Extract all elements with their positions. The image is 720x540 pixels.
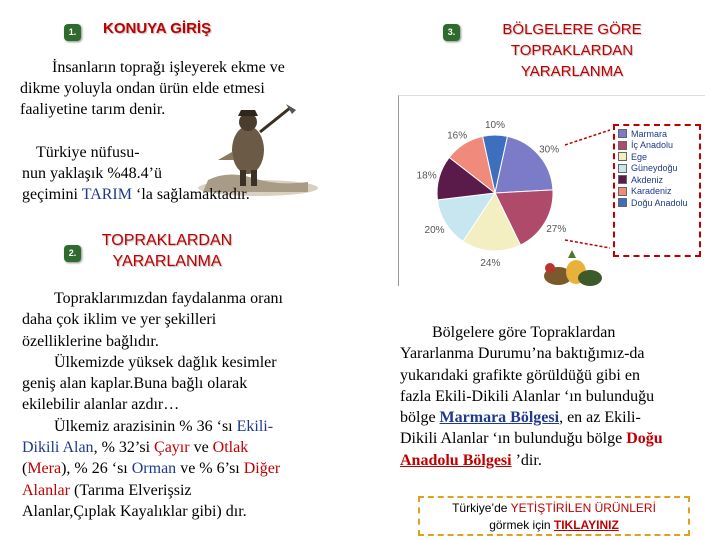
body-text: ( — [22, 460, 28, 478]
pie-label: 27% — [546, 223, 567, 235]
products-link-box[interactable] — [418, 496, 690, 536]
alanlar-highlight: Alanlar — [22, 481, 70, 499]
legend-item — [618, 163, 699, 175]
legend-swatch — [618, 187, 627, 196]
legend-item — [618, 140, 699, 152]
body-text: Ülkemiz arazisinin % 36 ‘sı — [54, 417, 237, 435]
ekili-dikili-highlight: Dikili Alan — [22, 439, 94, 457]
link-highlight: YETİŞTİRİLEN ÜRÜNLERİ — [510, 501, 656, 515]
legend-swatch — [618, 129, 627, 138]
body-text: (Tarıma Elverişsiz — [69, 481, 192, 499]
body-text: , % 32’si — [93, 439, 155, 457]
section-1-badge: 1. — [64, 24, 81, 41]
legend-label: İç Anadolu — [631, 140, 674, 151]
desc-text: Dikili Alanlar ‘ın bulunduğu bölge — [400, 430, 627, 448]
legend-item — [618, 151, 699, 163]
desc-line: Bölgelere göre Topraklardan — [432, 324, 616, 341]
section-3-title-line-2: TOPRAKLARDAN — [510, 42, 634, 59]
click-here-link[interactable]: TIKLAYINIZ — [553, 518, 619, 532]
section-3-badge: 3. — [443, 24, 460, 41]
body-line — [22, 416, 332, 437]
stat-line-2: nun yaklaşık %48.4’ü — [22, 165, 162, 182]
link-line-2 — [420, 517, 688, 534]
link-line-1 — [420, 500, 688, 517]
legend-label: Karadeniz — [631, 186, 672, 197]
pie-label: 24% — [480, 257, 501, 269]
dogu-highlight: Anadolu Bölgesi — [400, 451, 512, 469]
cayir-highlight: Çayır — [154, 439, 190, 457]
desc-line: fazla Ekili-Dikili Alanlar ‘ın bulunduğu — [400, 387, 655, 405]
legend-label: Ege — [631, 151, 648, 162]
desc-text: , en az Ekili- — [559, 409, 641, 427]
stat-text: ‘la sağlamaktadır. — [131, 186, 250, 203]
ekili-dikili-highlight: Ekili- — [236, 417, 274, 435]
chart-legend — [613, 124, 701, 257]
mera-highlight: Mera — [27, 460, 62, 478]
section-3-title — [472, 19, 672, 82]
legend-label: Marmara — [631, 128, 668, 139]
pie-label: 10% — [484, 120, 506, 131]
body-line: Topraklarımızdan faydalanma oranı — [54, 290, 283, 307]
desc-text: ’dir. — [511, 451, 542, 469]
legend-swatch — [618, 198, 627, 207]
section-2-title-line-1: TOPRAKLARDAN — [101, 232, 233, 249]
legend-item — [618, 128, 699, 140]
land-use-text — [22, 288, 332, 522]
produce-illustration — [538, 248, 608, 288]
pie-label: 16% — [447, 130, 468, 142]
desc-line: yukarıdaki grafikte görüldüğü gibi en — [400, 366, 640, 384]
section-2-title-line-2: YARARLANMA — [112, 253, 222, 270]
pie-label: 18% — [416, 170, 437, 182]
tarim-highlight: TARIM — [81, 186, 132, 203]
body-line: geniş alan kaplar.Buna bağlı olarak — [22, 375, 248, 393]
orman-highlight: Orman — [131, 460, 177, 478]
section-3-title-line-1: BÖLGELERE GÖRE — [502, 21, 642, 38]
section-3-title-line-3: YARARLANMA — [520, 63, 624, 80]
body-text: ), % 26 ‘sı — [61, 460, 132, 478]
intro-line: İnsanların toprağı işleyerek ekme ve — [52, 59, 285, 76]
body-line: özelliklerine bağlıdır. — [22, 332, 159, 350]
body-text: ve — [189, 439, 213, 457]
legend-swatch — [618, 175, 627, 184]
population-stat — [22, 142, 302, 205]
desc-line — [400, 428, 710, 449]
desc-text: bölge — [400, 409, 440, 427]
legend-item — [618, 197, 699, 209]
legend-label: Doğu Anadolu — [631, 197, 688, 208]
body-line — [22, 437, 332, 458]
desc-line — [400, 450, 710, 471]
stat-line-3 — [22, 184, 302, 205]
stat-line-1: Türkiye nüfusu- — [36, 144, 140, 161]
diger-highlight: Diğer — [243, 460, 281, 478]
desc-line — [400, 407, 710, 428]
link-text: görmek için — [489, 518, 554, 532]
intro-line: faaliyetine tarım denir. — [20, 101, 166, 118]
legend-list — [618, 128, 699, 209]
intro-line: dikme yoluyla ondan ürün elde etmesi — [20, 80, 265, 97]
body-line: Ülkemizde yüksek dağlık kesimler — [54, 353, 277, 371]
desc-line: Yararlanma Durumu’na baktığımız-da — [400, 345, 645, 363]
legend-label: Akdeniz — [631, 174, 664, 185]
body-line: daha çok iklim ve yer şekilleri — [22, 311, 217, 329]
otlak-highlight: Otlak — [212, 439, 249, 457]
legend-item — [618, 174, 699, 186]
legend-swatch — [618, 152, 627, 161]
dogu-highlight: Doğu — [626, 430, 663, 448]
legend-swatch — [618, 164, 627, 173]
legend-item — [618, 186, 699, 198]
section-2-title — [92, 230, 242, 272]
legend-swatch — [618, 141, 627, 150]
legend-label: Güneydoğu — [631, 163, 678, 174]
link-text: Türkiye’de — [452, 501, 511, 515]
body-text: ve % 6’sı — [176, 460, 244, 478]
stat-text: geçimini — [22, 186, 82, 203]
body-line — [22, 480, 332, 501]
body-line — [22, 458, 332, 479]
section-1-title: KONUYA GİRİŞ — [103, 20, 212, 37]
section-2-badge: 2. — [64, 245, 81, 262]
pie-label: 20% — [424, 225, 445, 237]
body-line: ekilebilir alanlar azdır… — [22, 396, 180, 414]
region-desc — [400, 322, 710, 471]
marmara-highlight: Marmara Bölgesi — [439, 409, 560, 427]
pie-label: 30% — [539, 144, 560, 156]
body-line: Alanlar,Çıplak Kayalıklar gibi) dır. — [22, 502, 247, 520]
